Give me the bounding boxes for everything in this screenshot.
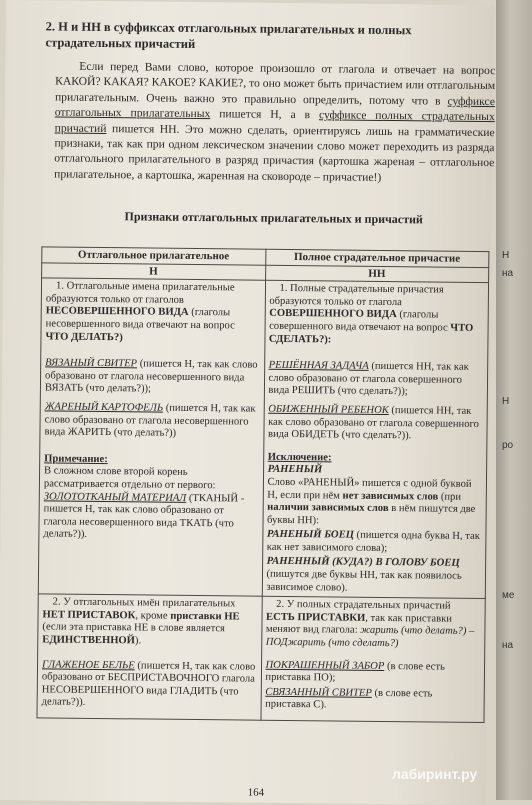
- example-word: ЖАРЕНЫЙ КАРТОФЕЛЬ: [44, 401, 164, 414]
- col2-header: Полное страдательное причастие: [265, 249, 489, 267]
- rule-text: (глаголы несовершенного вида отвечают на вопрос: [45, 307, 235, 332]
- row2-right-example-1: [265, 659, 480, 686]
- row2-left-rule: [42, 597, 257, 650]
- rule-bold: приставки НЕ: [170, 610, 240, 623]
- rule-text: , так как приставки меняют вид глагола:: [265, 612, 452, 637]
- table-title: Признаки отглагольных прилагательных и причастий: [124, 209, 423, 227]
- rule-bold: ЧТО СДЕЛАТЬ?):: [268, 322, 474, 345]
- note-example: [43, 491, 258, 544]
- edge-fragment: ме: [502, 590, 515, 601]
- rule-text: 1. Отглагольные имена прилагательные образуются только от глаголов: [45, 280, 235, 306]
- example-word: РАНЕНЫЙ БОЕЦ: [266, 529, 354, 541]
- rule-text: 2. У полных страдательных причастий: [276, 599, 451, 612]
- col1-subheader: Н: [42, 262, 266, 280]
- rule-text: 2. У отглагольных имён прилагательных: [52, 596, 236, 610]
- row1-right-example-1: [268, 360, 483, 400]
- rule-text: ).: [134, 635, 142, 647]
- exception-bold: нет зависимых слов: [342, 490, 439, 503]
- row2-left-example: [42, 659, 257, 712]
- intro-text-3: пишется НН. Это можно сделать, ориентируясь лишь на грамматические признаки, так как при одном лексическом значении слово может переходить из разряда отглагольного прилагательного в разряд причастия (картошка жареная – отглагольное прилагательное, а картошка, жаренная на сковороде – причастие!): [54, 121, 495, 184]
- rule-bold: ЕСТЬ ПРИСТАВКИ: [265, 611, 366, 624]
- row1-left-example-1: [45, 358, 260, 398]
- example-text: (пишется одна буква Н, так как нет зависимого слова);: [266, 529, 480, 554]
- row1-right-example-2: [268, 404, 483, 444]
- rule-text: , кроме: [135, 610, 171, 622]
- table-row: [38, 278, 488, 599]
- edge-fragment: Н: [502, 396, 510, 407]
- exception-part: в нём пишутся две буквы НН):: [267, 503, 476, 526]
- rule-bold: ЧТО ДЕЛАТЬ?): [45, 330, 123, 343]
- watermark: лабиринт.ру: [392, 766, 478, 782]
- row2-right-example-2: [265, 687, 480, 714]
- row1-left-rule: [45, 281, 260, 346]
- row2-right-cell: [260, 596, 485, 722]
- row1-left-example-2: [44, 401, 259, 441]
- row1-right-cell: [262, 280, 489, 598]
- example-text: (пишется Н, так как слово образовано от глагола несовершенного вида ЖАРИТЬ (что делать?)): [44, 402, 256, 439]
- exception-example-2: [266, 556, 481, 596]
- exception-part: Слово «РАНЕНЫЙ» пишется с одной буквой Н, если при нём: [267, 476, 472, 502]
- example-word: ПОКРАШЕННЫЙ ЗАБОР: [265, 659, 385, 672]
- exception-example-1: [267, 529, 482, 556]
- example-word: РАНЕННЫЙ (КУДА?) В ГОЛОВУ БОЕЦ: [266, 556, 460, 570]
- comparison-table: [36, 246, 489, 723]
- edge-fragment: ро: [502, 440, 514, 451]
- row2-left-cell: [37, 594, 262, 720]
- rule-bold: НЕСОВЕРШЕННОГО ВИДА: [45, 305, 189, 319]
- page-number: 164: [247, 786, 265, 799]
- exception-text: [267, 477, 482, 530]
- note-text: В сложном слове второй корень рассматривается отдельно от первого:: [43, 465, 216, 492]
- edge-fragment: на: [502, 268, 514, 279]
- intro-text-1: Если перед Вами слово, которое произошло от глагола и отвечает на вопрос КАКОЙ? КАКАЯ? КАКОЕ? КАКИЕ?, то оно может быть причастием или отглагольным прилагательным. Очень важно это правильно определить, потому что в: [54, 59, 496, 108]
- col1-header: Отглагольное прилагательное: [42, 247, 266, 265]
- example-text: (в слове есть приставка ПО);: [265, 660, 445, 684]
- adjacent-page-edge: [496, 0, 532, 800]
- example-text: (пишется Н, так как слово образовано от глагола несовершенного вида ВЯЗАТЬ (что делать?));: [44, 358, 258, 395]
- rule-bold: НЕТ ПРИСТАВОК: [42, 609, 136, 622]
- section-title: 2. Н и НН в суффиксах отглагольных прилагательных и полных страдательных причастий: [45, 19, 412, 51]
- example-text: (в слове есть приставка С).: [265, 687, 433, 711]
- row1-right-rule: [269, 283, 484, 348]
- example-word: СВЯЗАННЫЙ СВИТЕР: [265, 686, 372, 699]
- exception-part: (при: [438, 491, 462, 503]
- rule-bold: СОВЕРШЕННОГО ВИДА: [269, 308, 397, 321]
- example-text: (ТКАНЫЙ - пишется Н, так как слово образовано от глагола несовершенного вида ТКАТЬ (что делать?)).: [43, 492, 245, 541]
- col2-subheader: НН: [265, 265, 489, 283]
- example-text: (пишется НН, так как слово образовано от глагола совершенного вида ОБИДЕТЬ (что сделать?)).: [267, 404, 480, 442]
- intro-paragraph: [54, 59, 495, 187]
- intro-underline-2: суффиксе полных страдательных причастий: [54, 108, 495, 135]
- example-word: РЕШЁННАЯ ЗАДАЧА: [268, 359, 369, 372]
- intro-text-2: пишется Н, а в: [210, 107, 320, 122]
- example-text: (пишутся две буквы НН, так как появилось зависимое слово).: [266, 568, 462, 594]
- edge-fragment: на: [502, 640, 514, 651]
- example-word: ОБИЖЕННЫЙ РЕБЕНОК: [268, 403, 389, 416]
- row1-left-cell: [38, 278, 265, 596]
- rule-italic: жарить (что делать?) – ПОДжарить (что сделать?): [265, 625, 475, 650]
- table-row: [37, 594, 485, 722]
- example-text: (пишется Н, так как слово образовано от БЕСПРИСТАВОЧНОГО глагола НЕСОВЕРШЕННОГО вида ГЛАДИТЬ (что делать?)).: [41, 660, 256, 709]
- rule-text: (если эта приставка НЕ в слове является: [42, 621, 226, 635]
- rule-text: 1. Полные страдательные причастия образуются только от глагола: [269, 283, 444, 308]
- rule-text: (глаголы совершенного вида отвечают на вопрос: [269, 309, 451, 334]
- exception-word: РАНЕНЫЙ: [267, 464, 323, 476]
- row2-right-rule: [266, 599, 481, 652]
- example-text: (пишется НН, так как слово образовано от глагола совершенного вида РЕШИТЬ (что сделать?));: [268, 360, 469, 398]
- intro-underline-1: суффиксе отглагольных прилагательных: [54, 94, 496, 121]
- example-word: ВЯЗАНЫЙ СВИТЕР: [45, 357, 138, 370]
- note-title: Примечание:: [44, 453, 108, 465]
- exception-title: Исключение:: [267, 451, 332, 464]
- example-word: ГЛАЖЕНОЕ БЕЛЬЕ: [41, 659, 135, 672]
- exception-bold: наличии зависимых слов: [267, 501, 389, 515]
- edge-fragment: Н: [502, 250, 510, 261]
- example-word: ЗОЛОТОТКАНЫЙ МАТЕРИАЛ: [43, 490, 187, 504]
- rule-bold: ЕДИНСТВЕННОЙ: [42, 634, 136, 647]
